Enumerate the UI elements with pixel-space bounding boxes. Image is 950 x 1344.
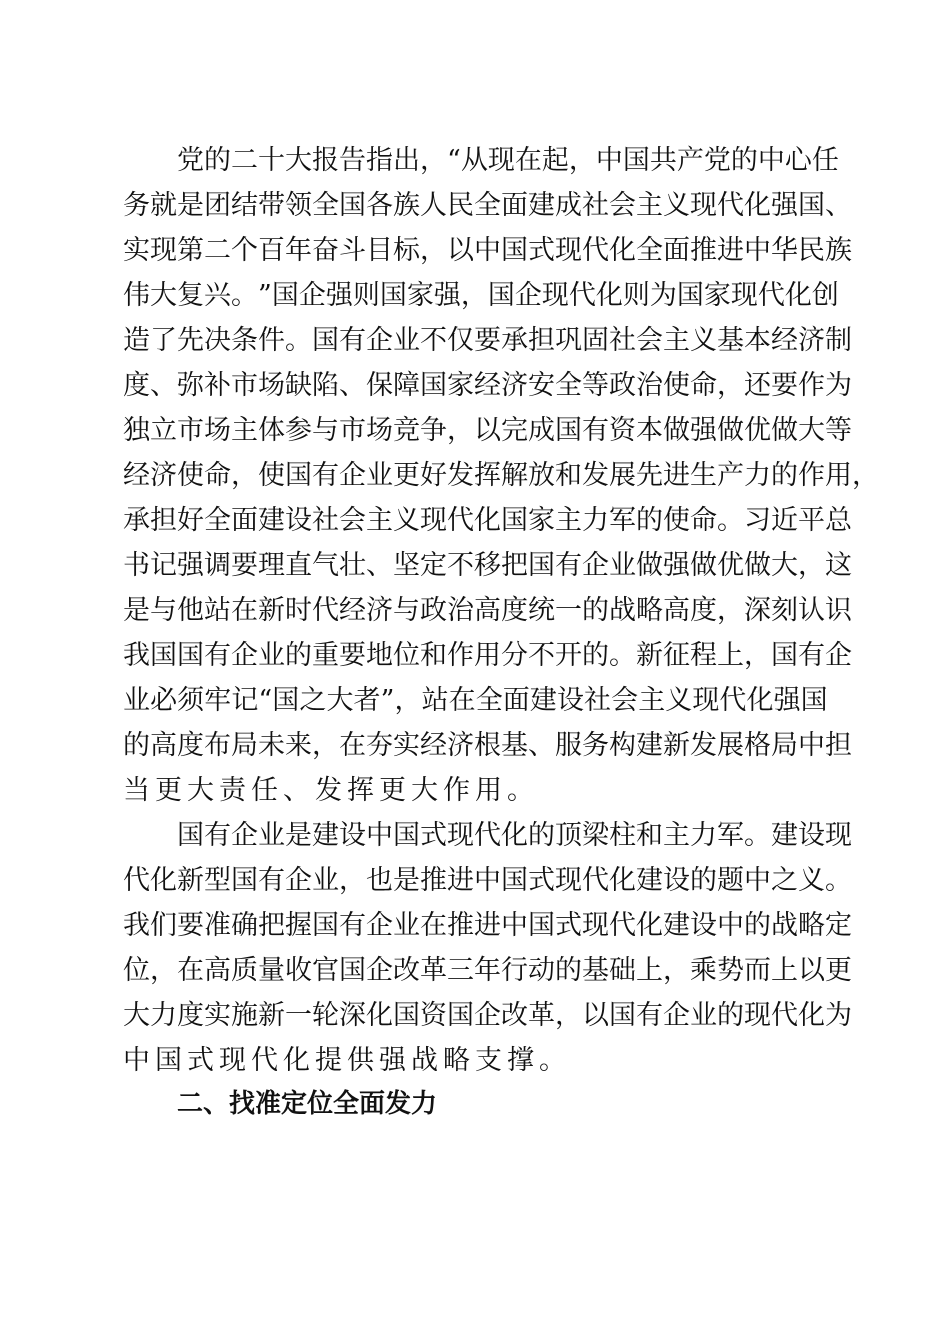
paragraph-line: 实 现 第 二 个 百 年 奋 斗 目 标 ， 以 中 国 式 现 代 化 全 面 推 进 中 华 民 族 [123,235,852,266]
paragraph-line: 业 必 须 牢 记 “ 国 之 大 者 ” ， 站 在 全 面 建 设 社 会 主 义 现 代 化 强 国 [123,685,828,716]
paragraph-line: 代 化 新 型 国 有 企 业 ， 也 是 推 进 中 国 式 现 代 化 建 设 的 题 中 之 义 。 [123,865,852,896]
paragraph-line: 是 与 他 站 在 新 时 代 经 济 与 政 治 高 度 统 一 的 战 略 高 度 ， 深 刻 认 识 [123,595,852,626]
paragraph-line: 我 国 国 有 企 业 的 重 要 地 位 和 作 用 分 不 开 的 。 新 征 程 上 ， 国 有 企 [123,640,852,671]
paragraph-line: 造 了 先 决 条 件 。 国 有 企 业 不 仅 要 承 担 巩 固 社 会 主 义 基 本 经 济 制 [123,325,852,356]
paragraph-line: 承 担 好 全 面 建 设 社 会 主 义 现 代 化 国 家 主 力 军 的 使 命 。 习 近 平 总 [123,505,852,536]
paragraph-line: 度 、 弥 补 市 场 缺 陷 、 保 障 国 家 经 济 安 全 等 政 治 使 命 ， 还 要 作 为 [123,370,852,401]
paragraph-line: 独 立 市 场 主 体 参 与 市 场 竞 争 ， 以 完 成 国 有 资 本 做 强 做 优 做 大 等 [123,415,852,446]
paragraph-line: 位 ， 在 高 质 量 收 官 国 企 改 革 三 年 行 动 的 基 础 上 ， 乘 势 而 上 以 更 [123,955,852,986]
paragraph-line: 国 有 企 业 是 建 设 中 国 式 现 代 化 的 顶 梁 柱 和 主 力 军 。 建 设 现 [177,820,852,851]
section-heading: 二、找准定位全面发力 [177,1089,438,1119]
paragraph-line: 书 记 强 调 要 理 直 气 壮 、 坚 定 不 移 把 国 有 企 业 做 强 做 优 做 大 ， 这 [123,550,852,581]
paragraph-line: 党 的 二 十 大 报 告 指 出 ， “ 从 现 在 起 ， 中 国 共 产 党 的 中 心 任 [177,145,839,176]
paragraph-line: 大 力 度 实 施 新 一 轮 深 化 国 资 国 企 改 革 ， 以 国 有 企 业 的 现 代 化 为 [123,1000,852,1031]
paragraph-line: 伟 大 复 兴 。 ” 国 企 强 则 国 家 强 ， 国 企 现 代 化 则 为 国 家 现 代 化 创 [123,280,839,311]
paragraph-line: 经 济 使 命 ， 使 国 有 企 业 更 好 发 挥 解 放 和 发 展 先 进 生 产 力 的 作 用 ， [123,460,879,491]
paragraph-1 [123,138,879,813]
paragraph-line: 务 就 是 团 结 带 领 全 国 各 族 人 民 全 面 建 成 社 会 主 义 现 代 化 强 国 、 [123,190,852,221]
paragraph-line: 中国式现代化提供强战略支撑。 [123,1045,571,1076]
paragraph-line: 我 们 要 准 确 把 握 国 有 企 业 在 推 进 中 国 式 现 代 化 建 设 中 的 战 略 定 [123,910,852,941]
paragraph-line: 当更大责任、发挥更大作用。 [123,775,539,806]
paragraph-line: 的 高 度 布 局 未 来 ， 在 夯 实 经 济 根 基 、 服 务 构 建 新 发 展 格 局 中 担 [123,730,852,761]
paragraph-2 [123,813,852,1083]
